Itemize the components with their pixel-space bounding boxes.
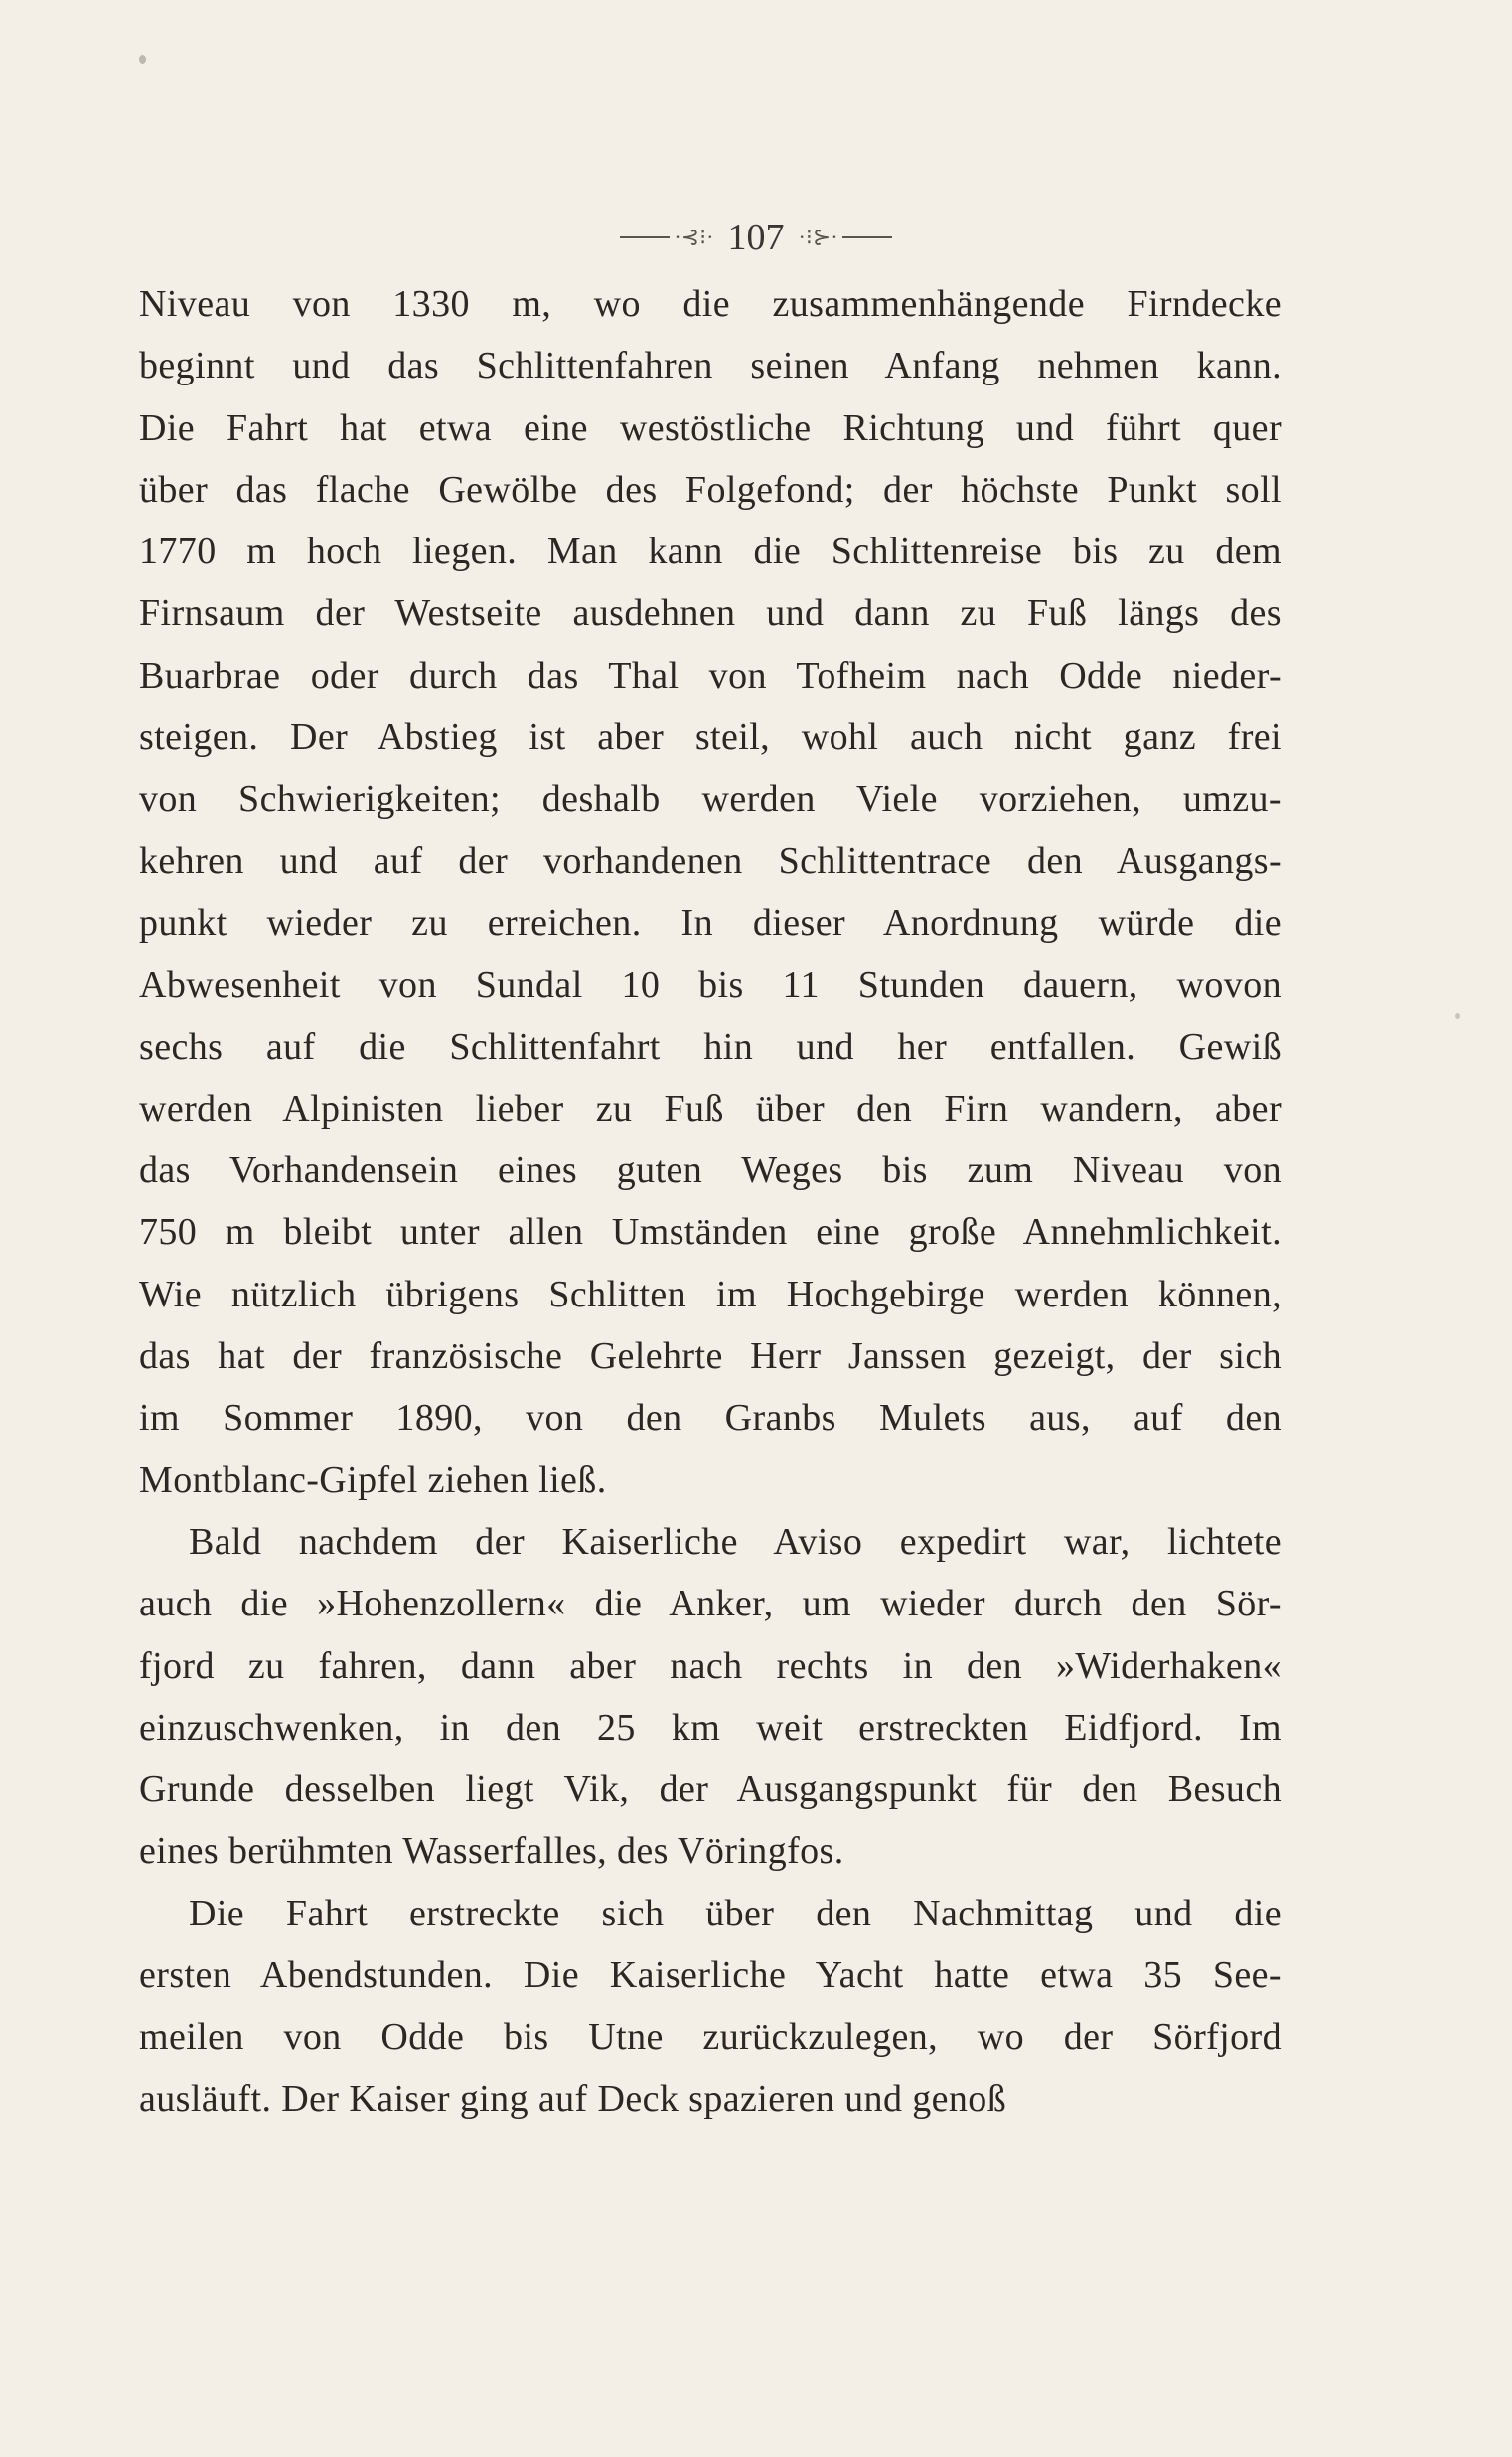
text-line: steigen. Der Abstieg ist aber steil, wohl auch nicht ganz frei (139, 716, 1282, 759)
text-line: das hat der französische Gelehrte Herr Janssen gezeigt, der sich (139, 1335, 1282, 1378)
text-line: Niveau von 1330 m, wo die zusammenhängende Firndecke (139, 283, 1282, 325)
text-line: Montblanc-Gipfel ziehen ließ. (139, 1459, 607, 1501)
text-line: von Schwierigkeiten; deshalb werden Viele vorziehen, umzu- (139, 778, 1282, 821)
text-line: punkt wieder zu erreichen. In dieser Anordnung würde die (139, 901, 1282, 944)
text-line: Wie nützlich übrigens Schlitten im Hochgebirge werden können, (139, 1273, 1282, 1315)
header-ornament-right (799, 225, 892, 250)
paragraph (139, 1511, 1282, 1883)
text-line: Bald nachdem der Kaiserliche Aviso expedirt war, lichtete (189, 1520, 1282, 1563)
text-line: einzuschwenken, in den 25 km weit erstreckten Eidfjord. Im (139, 1706, 1282, 1749)
ornament-rule (842, 236, 892, 238)
paper-speck (1455, 1013, 1460, 1019)
ornament-glyph: ·⁝⊱· (798, 225, 838, 249)
text-line: kehren und auf der vorhandenen Schlittentrace den Ausgangs- (139, 840, 1282, 882)
body-text (139, 273, 1282, 2130)
page-header (0, 213, 1512, 262)
text-line: fjord zu fahren, dann aber nach rechts in den »Widerhaken« (139, 1644, 1282, 1687)
text-line: das Vorhandensein eines guten Weges bis zum Niveau von (139, 1150, 1282, 1192)
text-line: werden Alpinisten lieber zu Fuß über den Firn wandern, aber (139, 1087, 1282, 1130)
text-line: Buarbrae oder durch das Thal von Tofheim nach Odde nieder- (139, 654, 1282, 696)
text-line: Grunde desselben liegt Vik, der Ausgangspunkt für den Besuch (139, 1768, 1282, 1811)
page-number: 107 (727, 217, 785, 258)
text-line: Abwesenheit von Sundal 10 bis 11 Stunden dauern, wovon (139, 964, 1282, 1006)
text-line: auch die »Hohenzollern« die Anker, um wieder durch den Sör- (139, 1583, 1282, 1625)
ornament-rule (620, 236, 670, 238)
text-line: im Sommer 1890, von den Granbs Mulets aus, auf den (139, 1397, 1282, 1440)
text-line: Die Fahrt erstreckte sich über den Nachmittag und die (189, 1892, 1282, 1934)
paragraph (139, 273, 1282, 1511)
header-ornament-left (620, 225, 713, 250)
paper-speck (139, 55, 146, 64)
text-line: Firnsaum der Westseite ausdehnen und dann zu Fuß längs des (139, 592, 1282, 635)
text-line: sechs auf die Schlittenfahrt hin und her entfallen. Gewiß (139, 1025, 1282, 1068)
text-line: über das flache Gewölbe des Folgefond; der höchste Punkt soll (139, 468, 1282, 511)
ornament-glyph: ·⊰⁝· (674, 225, 714, 249)
text-line: 750 m bleibt unter allen Umständen eine große Annehmlichkeit. (139, 1211, 1282, 1254)
text-line: ersten Abendstunden. Die Kaiserliche Yacht hatte etwa 35 See- (139, 1954, 1282, 1997)
text-line: beginnt und das Schlittenfahren seinen Anfang nehmen kann. (139, 345, 1282, 387)
text-line: 1770 m hoch liegen. Man kann die Schlittenreise bis zu dem (139, 531, 1282, 573)
text-line: ausläuft. Der Kaiser ging auf Deck spazieren und genoß (139, 2077, 1007, 2120)
paragraph (139, 1883, 1282, 2130)
text-line: eines berühmten Wasserfalles, des Vöringfos. (139, 1830, 844, 1873)
text-line: Die Fahrt hat etwa eine westöstliche Richtung und führt quer (139, 406, 1282, 449)
text-line: meilen von Odde bis Utne zurückzulegen, wo der Sörfjord (139, 2016, 1282, 2059)
